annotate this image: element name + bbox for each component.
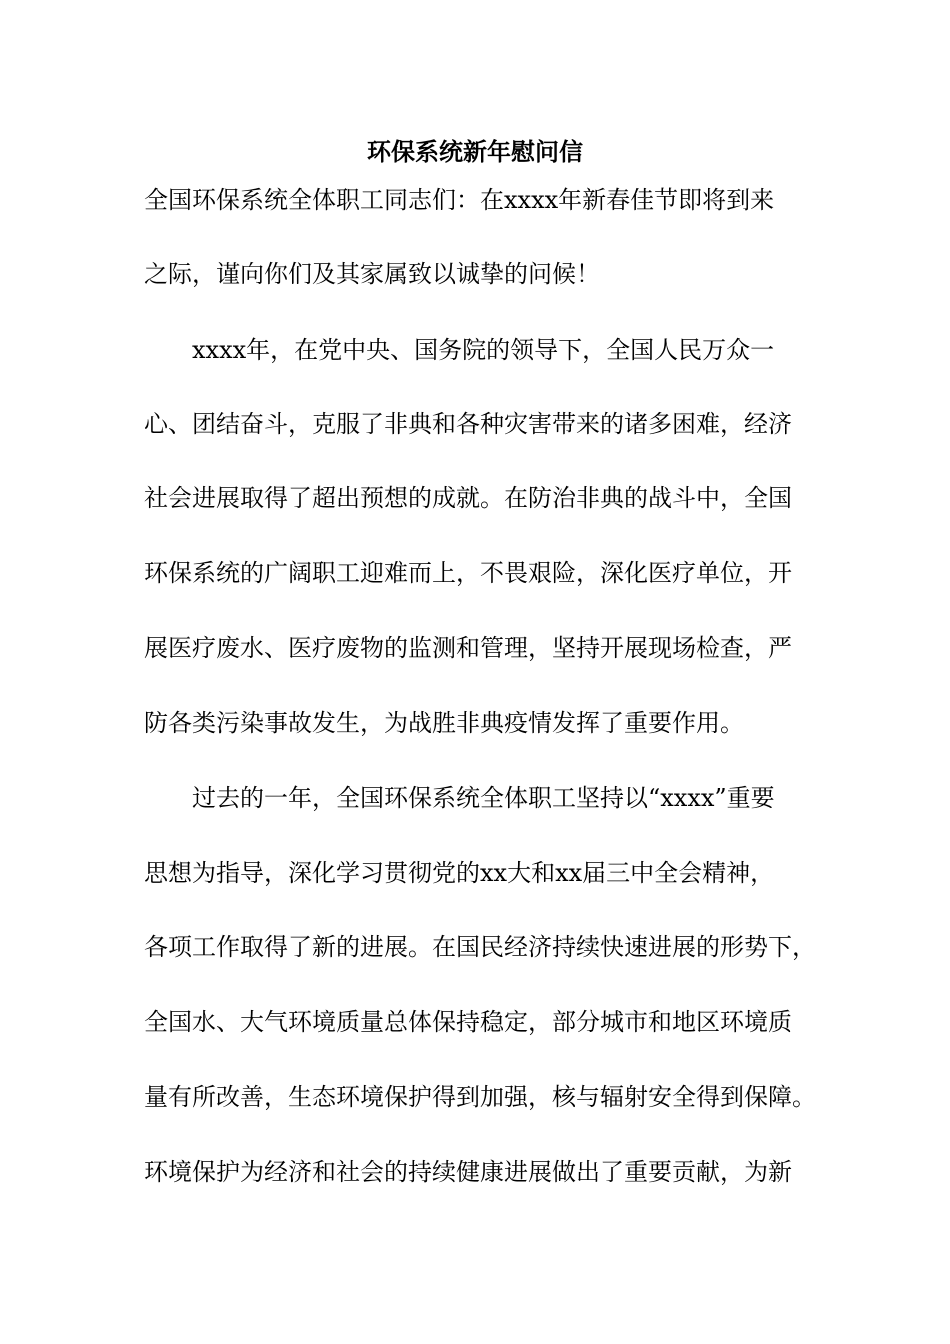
body-line-14: 环境保护为经济和社会的持续健康进展做出了重要贡献，为新 — [144, 1158, 792, 1186]
body-line-11: 各项工作取得了新的进展。在国民经济持续快速进展的形势下， — [144, 933, 816, 961]
body-line-3: xxxx年，在党中央、国务院的领导下，全国人民万众一 — [144, 336, 775, 364]
body-line-1: 全国环保系统全体职工同志们：在xxxx年新春佳节即将到来 — [144, 186, 775, 214]
body-line-8: 防各类污染事故发生，为战胜非典疫情发挥了重要作用。 — [144, 709, 744, 737]
body-line-4: 心、团结奋斗，克服了非典和各种灾害带来的诸多困难，经济 — [144, 410, 792, 438]
body-line-13: 量有所改善，生态环境保护得到加强，核与辐射安全得到保障。 — [144, 1083, 816, 1111]
body-line-12: 全国水、大气环境质量总体保持稳定，部分城市和地区环境质 — [144, 1008, 792, 1036]
body-line-10: 思想为指导，深化学习贯彻党的xx大和xx届三中全会精神， — [144, 859, 775, 887]
page-title: 环保系统新年慰问信 — [367, 138, 583, 166]
body-line-5: 社会进展取得了超出预想的成就。在防治非典的战斗中，全国 — [144, 484, 792, 512]
body-line-6: 环保系统的广阔职工迎难而上，不畏艰险，深化医疗单位，开 — [144, 559, 792, 587]
body-line-9: 过去的一年，全国环保系统全体职工坚持以“xxxx”重要 — [144, 784, 775, 812]
body-line-7: 展医疗废水、医疗废物的监测和管理，坚持开展现场检查，严 — [144, 634, 792, 662]
body-line-2: 之际，谨向你们及其家属致以诚挚的问候！ — [144, 260, 600, 288]
